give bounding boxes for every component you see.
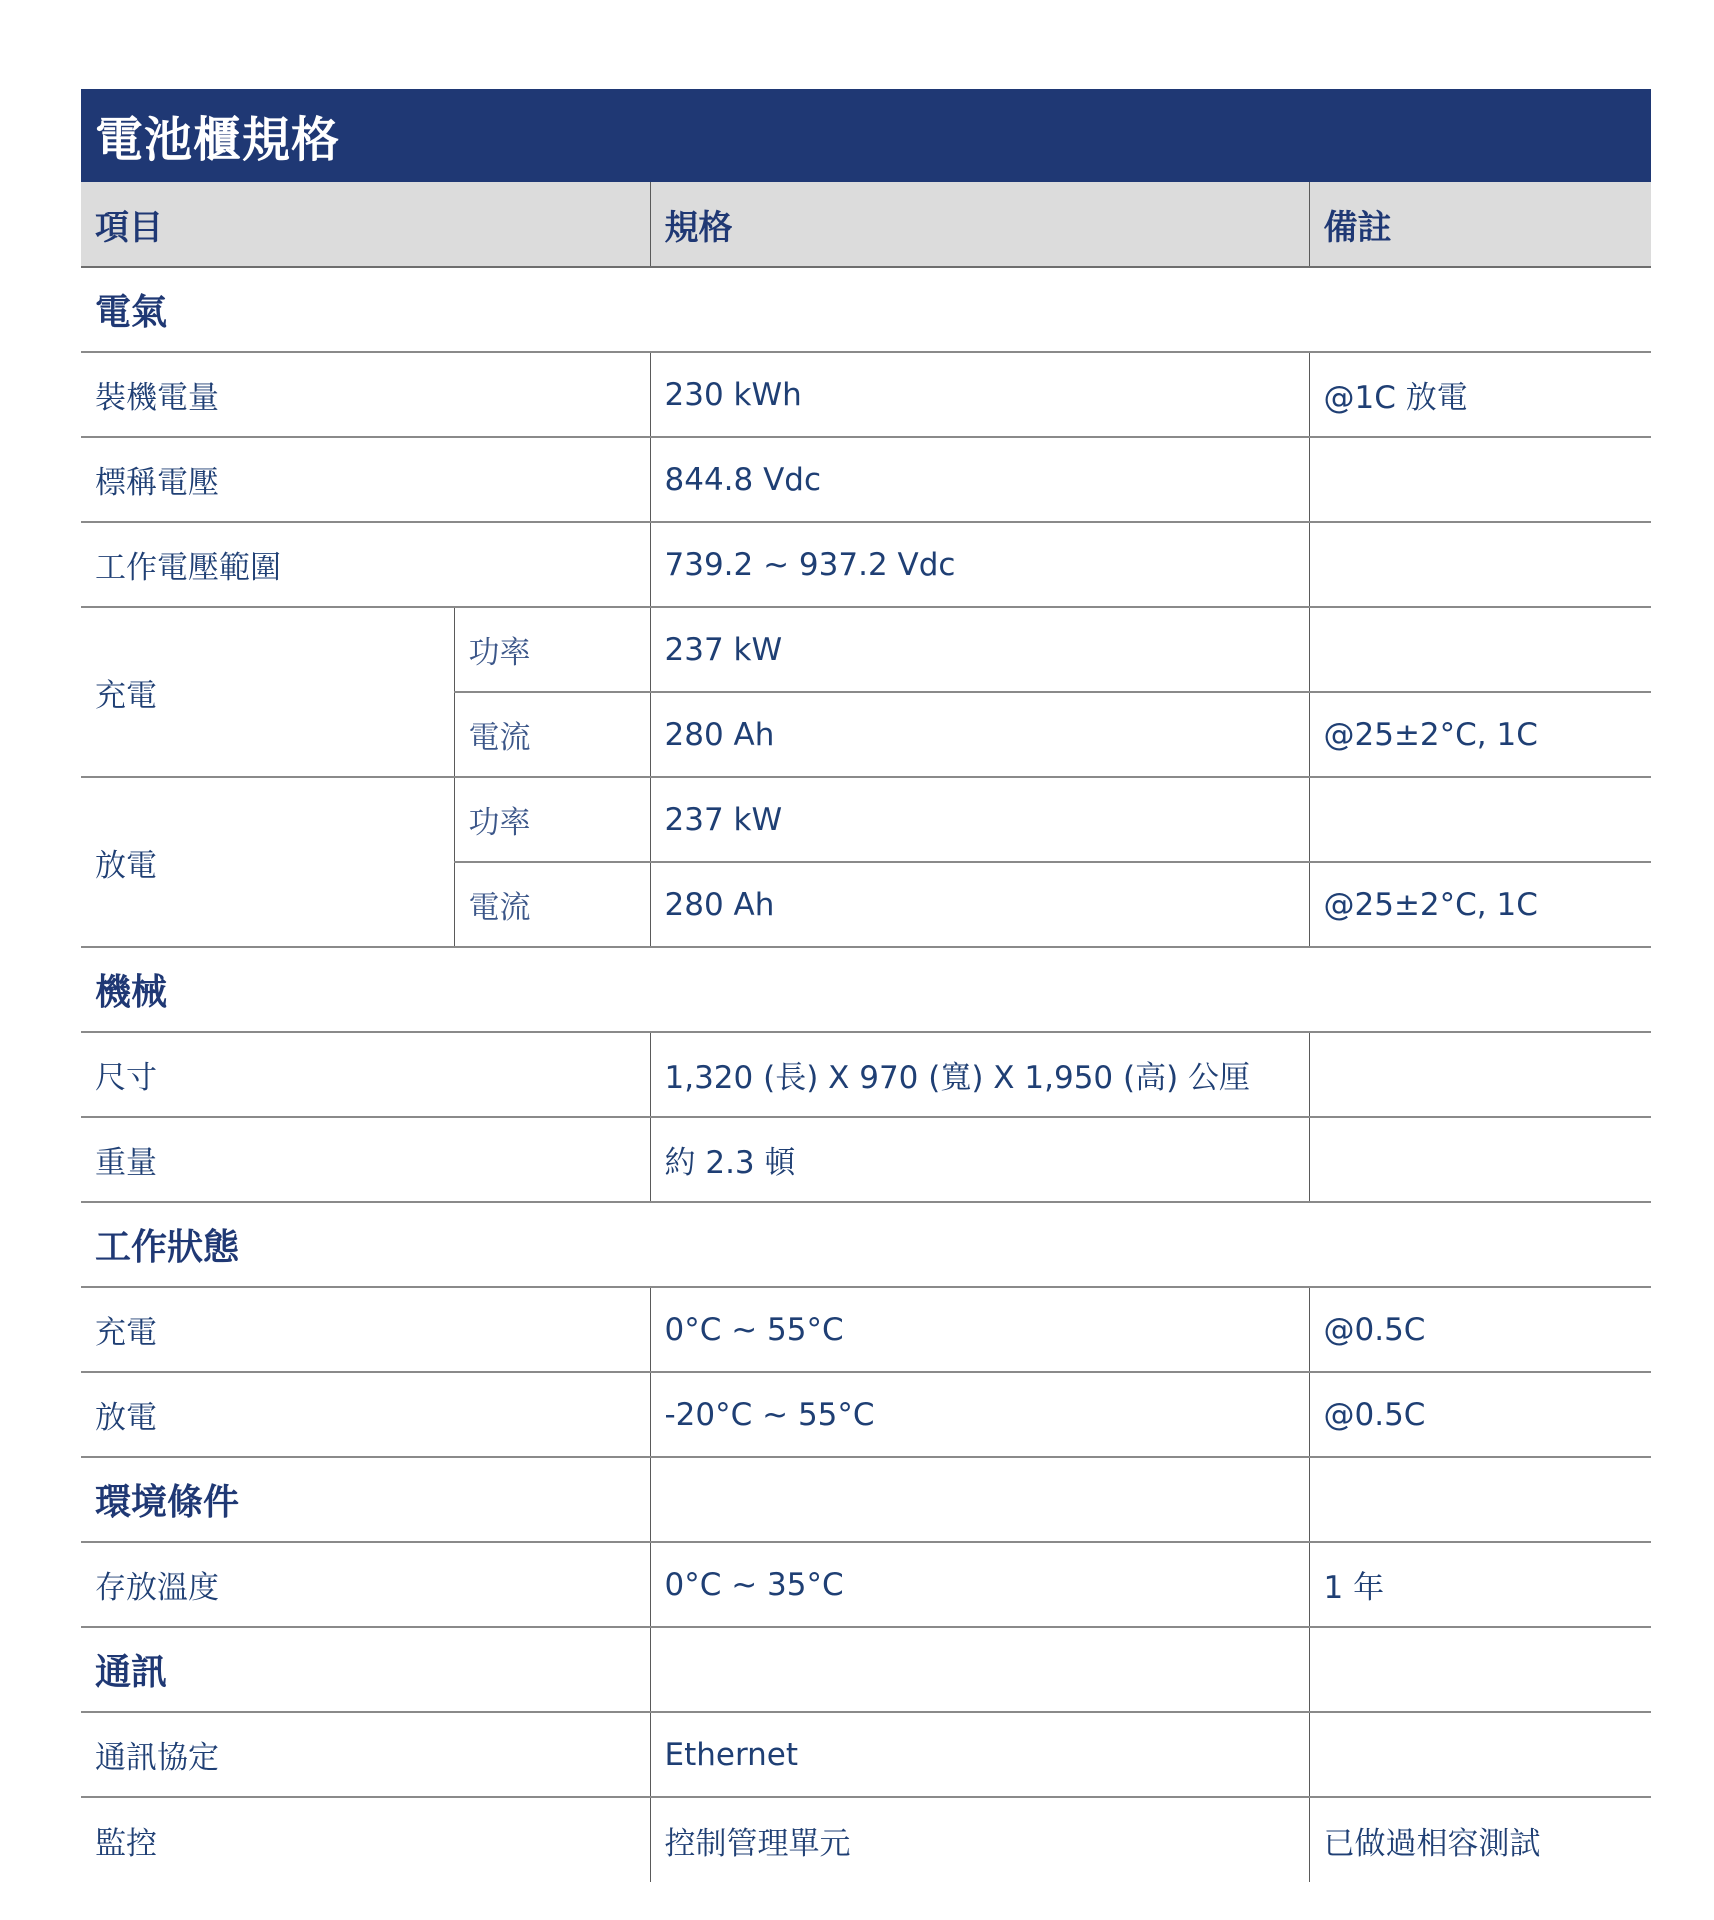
note-cell: @0.5C [1309,1372,1651,1457]
item-cell: 存放溫度 [81,1542,650,1627]
note-cell [1309,777,1651,862]
spec-cell: 280 Ah [650,692,1309,777]
subitem-cell: 功率 [454,607,650,692]
note-cell: 已做過相容測試 [1309,1797,1651,1882]
spec-cell: 0°C ~ 55°C [650,1287,1309,1372]
table-row [81,607,1651,692]
item-cell: 尺寸 [81,1032,650,1117]
item-cell: 工作電壓範圍 [81,522,650,607]
empty-cell [1309,1457,1651,1542]
empty-cell [1309,1627,1651,1712]
spec-cell: 0°C ~ 35°C [650,1542,1309,1627]
table-title: 電池櫃規格 [81,89,1651,182]
note-cell: @0.5C [1309,1287,1651,1372]
item-cell-discharge: 放電 [81,777,454,947]
table-row [81,437,1651,522]
note-cell [1309,607,1651,692]
spec-cell: 約 2.3 頓 [650,1117,1309,1202]
spec-cell: 280 Ah [650,862,1309,947]
note-cell: @25±2°C, 1C [1309,692,1651,777]
section-row [81,267,1651,352]
spec-cell: 控制管理單元 [650,1797,1309,1882]
spec-sheet [81,89,1651,1882]
item-cell: 充電 [81,1287,650,1372]
section-electrical: 電氣 [81,267,1651,352]
section-row [81,947,1651,1032]
empty-cell [650,1627,1309,1712]
header-item: 項目 [81,182,650,267]
empty-cell [650,1457,1309,1542]
section-operating: 工作狀態 [81,1202,1651,1287]
item-cell: 通訊協定 [81,1712,650,1797]
section-mechanical: 機械 [81,947,1651,1032]
spec-cell: 844.8 Vdc [650,437,1309,522]
note-cell [1309,522,1651,607]
note-cell: @1C 放電 [1309,352,1651,437]
subitem-cell: 功率 [454,777,650,862]
table-row [81,1542,1651,1627]
section-row [81,1457,1651,1542]
item-cell: 監控 [95,1825,157,1862]
spec-cell: 237 kW [650,607,1309,692]
note-cell [1309,1117,1651,1202]
table-row [81,1797,1651,1882]
note-cell: @25±2°C, 1C [1309,862,1651,947]
section-environment: 環境條件 [81,1457,650,1542]
table-row [81,1117,1651,1202]
spec-cell: 237 kW [650,777,1309,862]
item-cell-charge: 充電 [81,607,454,777]
section-row [81,1202,1651,1287]
spec-table [81,182,1651,1882]
note-cell: 1 年 [1309,1542,1651,1627]
spec-cell: -20°C ~ 55°C [650,1372,1309,1457]
item-cell: 重量 [81,1117,650,1202]
spec-cell: 230 kWh [650,352,1309,437]
header-row [81,182,1651,267]
subitem-cell: 電流 [454,862,650,947]
item-cell: 裝機電量 [81,352,650,437]
spec-cell: Ethernet [650,1712,1309,1797]
table-row [81,1372,1651,1457]
header-spec: 規格 [650,182,1309,267]
table-row [81,522,1651,607]
note-cell [1309,1712,1651,1797]
table-row [81,777,1651,862]
item-cell: 標稱電壓 [81,437,650,522]
table-row [81,1032,1651,1117]
note-cell [1309,1032,1651,1117]
subitem-cell: 電流 [454,692,650,777]
item-cell: 放電 [81,1372,650,1457]
table-row [81,1712,1651,1797]
section-communication: 通訊 [81,1627,650,1712]
spec-cell: 739.2 ~ 937.2 Vdc [650,522,1309,607]
spec-cell: 1,320 (長) X 970 (寬) X 1,950 (高) 公厘 [650,1032,1309,1117]
section-row [81,1627,1651,1712]
table-row [81,1287,1651,1372]
table-row [81,352,1651,437]
note-cell [1309,437,1651,522]
header-note: 備註 [1309,182,1651,267]
